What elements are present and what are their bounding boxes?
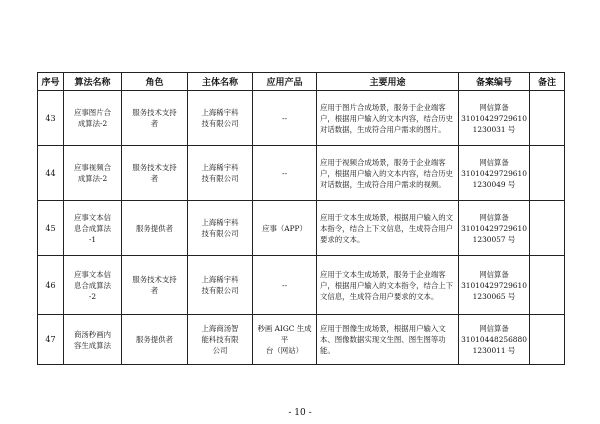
cell-product: 秒画 AIGC 生成平 台（网站） bbox=[253, 315, 317, 365]
cell-no: 46 bbox=[38, 256, 64, 315]
cell-entity: 上海稀宇科 技有限公司 bbox=[188, 91, 253, 146]
header-no: 序号 bbox=[38, 73, 64, 91]
cell-note bbox=[530, 201, 565, 256]
cell-usage: 应用于图片合成场景，服务于企业端客户，根据用户输入的文本内容，结合历史对话数据，生成符合用户需求的图片。 bbox=[317, 91, 459, 146]
cell-role: 服务技术支持 者 bbox=[122, 146, 188, 201]
cell-no: 43 bbox=[38, 91, 64, 146]
cell-role: 服务技术支持 者 bbox=[122, 91, 188, 146]
cell-usage: 应用于文本生成场景，服务于企业端客户，根据用户输入的文本指令，结合上下文信息，生成符合用户要求的文本。 bbox=[317, 256, 459, 315]
cell-filing-number: 网信算备 31010448256880 1230011 号 bbox=[459, 315, 530, 365]
cell-no: 44 bbox=[38, 146, 64, 201]
cell-entity: 上海稀宇科 技有限公司 bbox=[188, 201, 253, 256]
cell-note bbox=[530, 91, 565, 146]
header-usage: 主要用途 bbox=[317, 73, 459, 91]
cell-entity: 上海稀宇科 技有限公司 bbox=[188, 256, 253, 315]
cell-role: 服务提供者 bbox=[122, 315, 188, 365]
cell-filing-number: 网信算备 31010429729610 1230049 号 bbox=[459, 146, 530, 201]
cell-filing-number: 网信算备 31010429729610 1230031 号 bbox=[459, 91, 530, 146]
cell-algorithm-name: 应事文本信 息合成算法 -2 bbox=[64, 256, 122, 315]
cell-note bbox=[530, 315, 565, 365]
table-row bbox=[38, 201, 565, 256]
cell-no: 45 bbox=[38, 201, 64, 256]
cell-algorithm-name: 商汤秒画内 容生成算法 bbox=[64, 315, 122, 365]
cell-usage: 应用于文本生成场景，根据用户输入的文本指令，结合上下文信息，生成符合用户要求的文本。 bbox=[317, 201, 459, 256]
cell-algorithm-name: 应事文本信 息合成算法 -1 bbox=[64, 201, 122, 256]
cell-role: 服务技术支持 者 bbox=[122, 256, 188, 315]
table-row bbox=[38, 146, 565, 201]
cell-product: 应事（APP） bbox=[253, 201, 317, 256]
cell-note bbox=[530, 146, 565, 201]
cell-usage: 应用于视频合成场景，服务于企业端客户，根据用户输入的文本内容，结合历史对话数据，生成符合用户需求的视频。 bbox=[317, 146, 459, 201]
cell-product: -- bbox=[253, 256, 317, 315]
cell-product: -- bbox=[253, 146, 317, 201]
header-note: 备注 bbox=[530, 73, 565, 91]
header-entity: 主体名称 bbox=[188, 73, 253, 91]
table-row bbox=[38, 91, 565, 146]
cell-no: 47 bbox=[38, 315, 64, 365]
cell-algorithm-name: 应事图片合 成算法-2 bbox=[64, 91, 122, 146]
table-header-row bbox=[38, 73, 565, 91]
algorithm-filing-table bbox=[37, 72, 565, 365]
cell-product: -- bbox=[253, 91, 317, 146]
table-row bbox=[38, 256, 565, 315]
cell-filing-number: 网信算备 31010429729610 1230065 号 bbox=[459, 256, 530, 315]
cell-entity: 上海商汤智 能科技有限 公司 bbox=[188, 315, 253, 365]
cell-filing-number: 网信算备 31010429729610 1230057 号 bbox=[459, 201, 530, 256]
cell-role: 服务提供者 bbox=[122, 201, 188, 256]
header-role: 角色 bbox=[122, 73, 188, 91]
page-number: - 10 - bbox=[288, 408, 312, 418]
cell-note bbox=[530, 256, 565, 315]
table-row bbox=[38, 315, 565, 365]
cell-entity: 上海稀宇科 技有限公司 bbox=[188, 146, 253, 201]
header-product: 应用产品 bbox=[253, 73, 317, 91]
header-filing-number: 备案编号 bbox=[459, 73, 530, 91]
cell-algorithm-name: 应事视频合 成算法-2 bbox=[64, 146, 122, 201]
header-algorithm-name: 算法名称 bbox=[64, 73, 122, 91]
cell-usage: 应用于图像生成场景，根据用户输入文本、图像数据实现文生图、图生图等功能。 bbox=[317, 315, 459, 365]
